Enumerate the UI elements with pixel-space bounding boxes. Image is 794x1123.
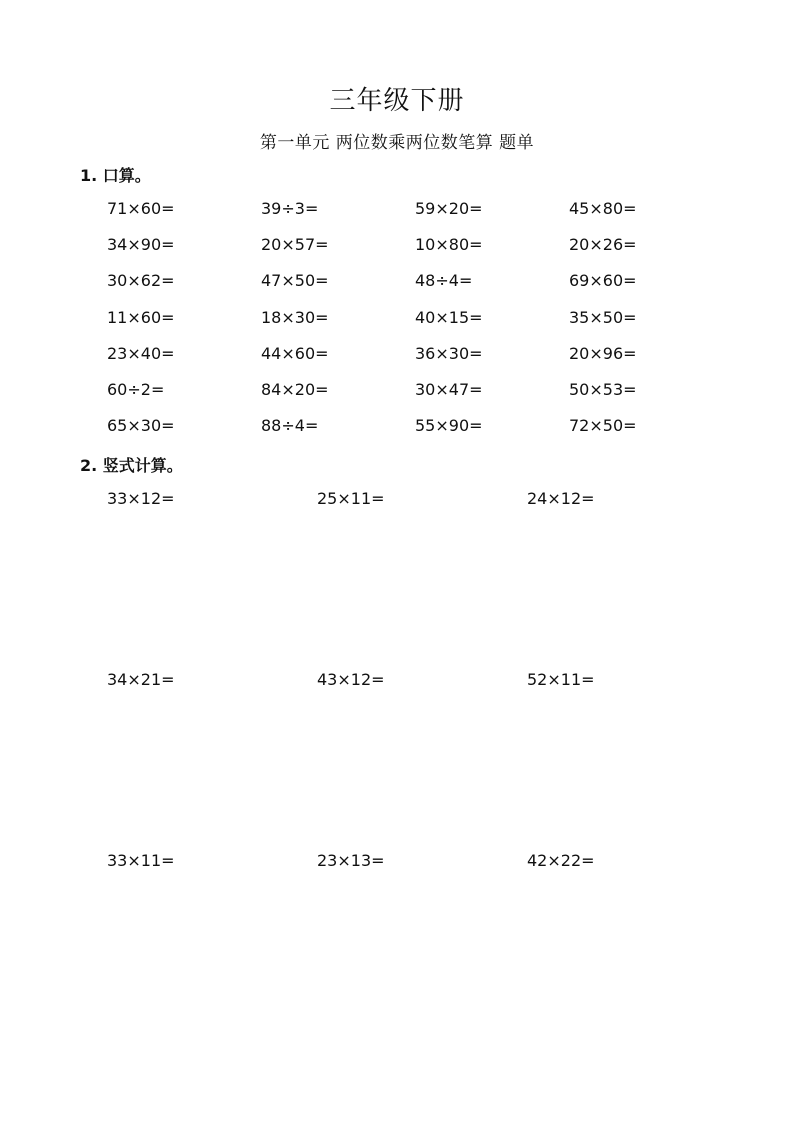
vertical-problem: 42×22= <box>527 851 595 870</box>
section-heading-vertical: 2. 竖式计算。 <box>80 456 183 475</box>
oral-problem: 48÷4= <box>415 271 473 291</box>
vertical-problem: 34×21= <box>107 670 175 689</box>
vertical-problem: 25×11= <box>317 489 385 508</box>
oral-problem: 45×80= <box>569 199 637 218</box>
oral-problem: 20×57= <box>261 235 329 255</box>
oral-problem: 30×62= <box>107 271 175 291</box>
oral-problem: 59×20= <box>415 199 483 218</box>
page-title: 三年级下册 <box>329 86 465 116</box>
oral-problem: 11×60= <box>107 307 175 327</box>
vertical-calculation-grid <box>107 489 737 1032</box>
oral-problem: 35×50= <box>569 307 637 327</box>
oral-problem: 84×20= <box>261 379 329 399</box>
oral-problem: 55×90= <box>415 416 483 436</box>
oral-problem: 40×15= <box>415 307 483 327</box>
oral-problem: 44×60= <box>261 343 329 363</box>
oral-problem: 65×30= <box>107 416 175 436</box>
oral-problem: 39÷3= <box>261 199 319 218</box>
oral-problem: 10×80= <box>415 235 483 255</box>
oral-calculation-grid <box>107 199 727 452</box>
oral-problem: 71×60= <box>107 199 175 218</box>
oral-problem: 60÷2= <box>107 379 165 399</box>
vertical-problem: 33×12= <box>107 489 175 508</box>
vertical-problem: 23×13= <box>317 851 385 870</box>
oral-problem: 20×26= <box>569 235 637 255</box>
vertical-problem: 33×11= <box>107 851 175 870</box>
vertical-problem: 52×11= <box>527 670 595 689</box>
oral-problem: 20×96= <box>569 343 637 363</box>
vertical-problem: 24×12= <box>527 489 595 508</box>
oral-problem: 50×53= <box>569 379 637 399</box>
oral-problem: 36×30= <box>415 343 483 363</box>
oral-problem: 47×50= <box>261 271 329 291</box>
oral-problem: 30×47= <box>415 379 483 399</box>
section-heading-oral: 1. 口算。 <box>80 166 151 185</box>
oral-problem: 23×40= <box>107 343 175 363</box>
oral-problem: 18×30= <box>261 307 329 327</box>
page-subtitle: 第一单元 两位数乘两位数笔算 题单 <box>259 133 535 153</box>
oral-problem: 72×50= <box>569 416 637 436</box>
vertical-problem: 43×12= <box>317 670 385 689</box>
oral-problem: 69×60= <box>569 271 637 291</box>
oral-problem: 34×90= <box>107 235 175 255</box>
oral-problem: 88÷4= <box>261 416 319 436</box>
